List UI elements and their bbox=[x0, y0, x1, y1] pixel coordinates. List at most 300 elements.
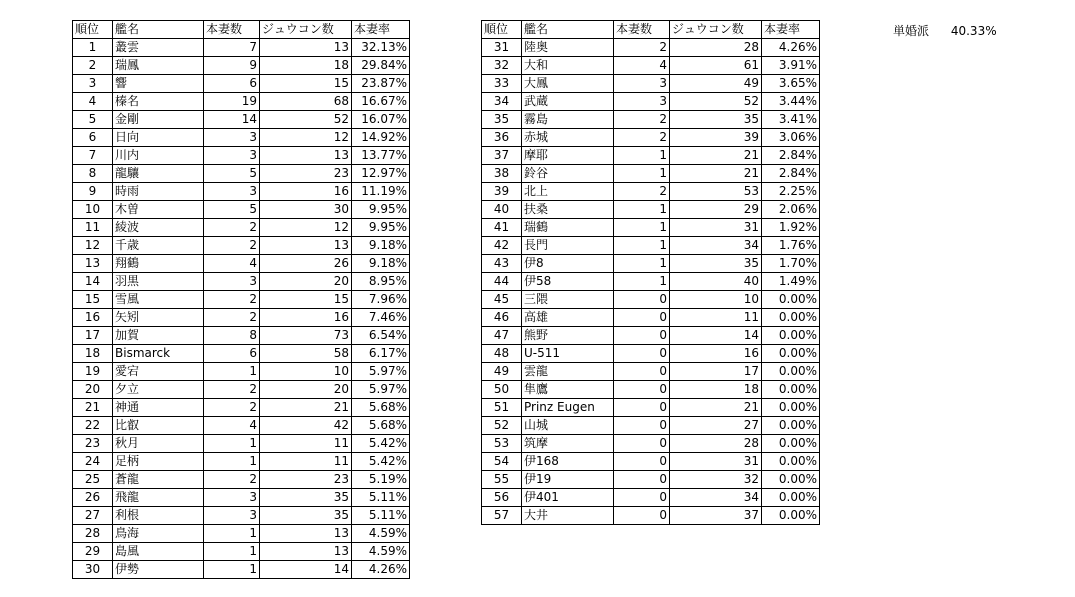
table-row bbox=[73, 111, 410, 129]
cell-main-wife-rate: 7.96% bbox=[352, 291, 410, 309]
cell-main-wife-rate: 3.65% bbox=[762, 75, 820, 93]
cell-rank: 12 bbox=[73, 237, 113, 255]
table-row bbox=[482, 453, 820, 471]
cell-main-wife-rate: 4.59% bbox=[352, 543, 410, 561]
cell-jukon-count: 12 bbox=[260, 129, 352, 147]
header-jukon-count: ジュウコン数 bbox=[260, 21, 352, 39]
cell-main-wife-count: 0 bbox=[614, 327, 670, 345]
cell-main-wife-rate: 1.49% bbox=[762, 273, 820, 291]
cell-jukon-count: 13 bbox=[260, 525, 352, 543]
cell-main-wife-count: 1 bbox=[204, 561, 260, 579]
cell-ship-name: 伊8 bbox=[522, 255, 614, 273]
cell-rank: 3 bbox=[73, 75, 113, 93]
cell-main-wife-rate: 4.26% bbox=[352, 561, 410, 579]
cell-rank: 2 bbox=[73, 57, 113, 75]
cell-ship-name: 翔鶴 bbox=[113, 255, 204, 273]
table-row bbox=[482, 165, 820, 183]
cell-ship-name: 伊19 bbox=[522, 471, 614, 489]
cell-ship-name: 龍驤 bbox=[113, 165, 204, 183]
cell-rank: 11 bbox=[73, 219, 113, 237]
header-jukon-count: ジュウコン数 bbox=[670, 21, 762, 39]
cell-ship-name: 響 bbox=[113, 75, 204, 93]
cell-main-wife-count: 2 bbox=[614, 129, 670, 147]
cell-jukon-count: 13 bbox=[260, 147, 352, 165]
cell-ship-name: 足柄 bbox=[113, 453, 204, 471]
cell-ship-name: 伊401 bbox=[522, 489, 614, 507]
cell-rank: 40 bbox=[482, 201, 522, 219]
cell-main-wife-count: 2 bbox=[204, 399, 260, 417]
cell-rank: 23 bbox=[73, 435, 113, 453]
cell-jukon-count: 11 bbox=[260, 453, 352, 471]
cell-main-wife-rate: 0.00% bbox=[762, 507, 820, 525]
cell-rank: 35 bbox=[482, 111, 522, 129]
cell-rank: 21 bbox=[73, 399, 113, 417]
cell-rank: 55 bbox=[482, 471, 522, 489]
cell-main-wife-count: 1 bbox=[614, 165, 670, 183]
cell-main-wife-count: 0 bbox=[614, 363, 670, 381]
cell-rank: 10 bbox=[73, 201, 113, 219]
cell-main-wife-rate: 3.44% bbox=[762, 93, 820, 111]
cell-ship-name: 三隈 bbox=[522, 291, 614, 309]
cell-main-wife-rate: 0.00% bbox=[762, 453, 820, 471]
cell-main-wife-count: 3 bbox=[614, 75, 670, 93]
cell-main-wife-rate: 5.11% bbox=[352, 507, 410, 525]
cell-rank: 5 bbox=[73, 111, 113, 129]
table-row bbox=[73, 471, 410, 489]
cell-jukon-count: 32 bbox=[670, 471, 762, 489]
cell-rank: 49 bbox=[482, 363, 522, 381]
table-row bbox=[482, 381, 820, 399]
cell-rank: 26 bbox=[73, 489, 113, 507]
cell-main-wife-rate: 23.87% bbox=[352, 75, 410, 93]
cell-main-wife-rate: 32.13% bbox=[352, 39, 410, 57]
cell-main-wife-count: 1 bbox=[614, 219, 670, 237]
cell-jukon-count: 27 bbox=[670, 417, 762, 435]
cell-main-wife-count: 5 bbox=[204, 201, 260, 219]
cell-ship-name: 島風 bbox=[113, 543, 204, 561]
cell-rank: 37 bbox=[482, 147, 522, 165]
cell-main-wife-rate: 3.41% bbox=[762, 111, 820, 129]
cell-rank: 30 bbox=[73, 561, 113, 579]
cell-main-wife-count: 3 bbox=[204, 489, 260, 507]
table-row bbox=[73, 399, 410, 417]
cell-main-wife-rate: 0.00% bbox=[762, 417, 820, 435]
cell-jukon-count: 61 bbox=[670, 57, 762, 75]
table-row bbox=[73, 183, 410, 201]
table-row bbox=[73, 417, 410, 435]
cell-ship-name: 武蔵 bbox=[522, 93, 614, 111]
cell-main-wife-count: 8 bbox=[204, 327, 260, 345]
cell-main-wife-rate: 6.54% bbox=[352, 327, 410, 345]
table-row bbox=[482, 273, 820, 291]
cell-jukon-count: 35 bbox=[670, 255, 762, 273]
header-main-wife-count: 本妻数 bbox=[204, 21, 260, 39]
cell-main-wife-count: 2 bbox=[614, 111, 670, 129]
table-row bbox=[73, 129, 410, 147]
cell-ship-name: 雪風 bbox=[113, 291, 204, 309]
cell-rank: 56 bbox=[482, 489, 522, 507]
cell-jukon-count: 21 bbox=[670, 399, 762, 417]
cell-jukon-count: 35 bbox=[260, 507, 352, 525]
table-row bbox=[482, 111, 820, 129]
cell-main-wife-rate: 0.00% bbox=[762, 291, 820, 309]
cell-ship-name: 熊野 bbox=[522, 327, 614, 345]
cell-rank: 39 bbox=[482, 183, 522, 201]
cell-main-wife-count: 3 bbox=[204, 507, 260, 525]
cell-jukon-count: 53 bbox=[670, 183, 762, 201]
cell-ship-name: 矢矧 bbox=[113, 309, 204, 327]
table-row bbox=[482, 39, 820, 57]
cell-main-wife-count: 2 bbox=[614, 39, 670, 57]
cell-main-wife-count: 0 bbox=[614, 399, 670, 417]
cell-rank: 54 bbox=[482, 453, 522, 471]
cell-ship-name: 時雨 bbox=[113, 183, 204, 201]
cell-ship-name: 日向 bbox=[113, 129, 204, 147]
header-main-wife-count: 本妻数 bbox=[614, 21, 670, 39]
table-row bbox=[73, 561, 410, 579]
cell-ship-name: 高雄 bbox=[522, 309, 614, 327]
cell-ship-name: 伊58 bbox=[522, 273, 614, 291]
cell-jukon-count: 23 bbox=[260, 471, 352, 489]
header-ship-name: 艦名 bbox=[113, 21, 204, 39]
cell-rank: 25 bbox=[73, 471, 113, 489]
cell-ship-name: 比叡 bbox=[113, 417, 204, 435]
cell-main-wife-count: 3 bbox=[204, 147, 260, 165]
ranking-table-left bbox=[72, 20, 410, 579]
cell-jukon-count: 52 bbox=[670, 93, 762, 111]
table-row bbox=[482, 327, 820, 345]
cell-ship-name: 北上 bbox=[522, 183, 614, 201]
cell-main-wife-rate: 1.92% bbox=[762, 219, 820, 237]
cell-rank: 45 bbox=[482, 291, 522, 309]
cell-jukon-count: 11 bbox=[260, 435, 352, 453]
cell-main-wife-rate: 0.00% bbox=[762, 345, 820, 363]
cell-main-wife-count: 1 bbox=[614, 273, 670, 291]
table-row bbox=[482, 237, 820, 255]
cell-jukon-count: 34 bbox=[670, 237, 762, 255]
cell-jukon-count: 30 bbox=[260, 201, 352, 219]
cell-ship-name: 夕立 bbox=[113, 381, 204, 399]
table-row bbox=[73, 543, 410, 561]
table-row bbox=[73, 57, 410, 75]
table-row bbox=[73, 165, 410, 183]
cell-ship-name: 愛宕 bbox=[113, 363, 204, 381]
cell-main-wife-count: 0 bbox=[614, 309, 670, 327]
table-row bbox=[73, 255, 410, 273]
table-row bbox=[73, 525, 410, 543]
cell-main-wife-count: 1 bbox=[614, 147, 670, 165]
cell-ship-name: 榛名 bbox=[113, 93, 204, 111]
table-row bbox=[482, 345, 820, 363]
cell-rank: 18 bbox=[73, 345, 113, 363]
summary bbox=[893, 22, 997, 39]
cell-main-wife-rate: 3.06% bbox=[762, 129, 820, 147]
cell-main-wife-rate: 9.18% bbox=[352, 237, 410, 255]
table-row bbox=[73, 327, 410, 345]
header-rank: 順位 bbox=[482, 21, 522, 39]
cell-main-wife-count: 6 bbox=[204, 75, 260, 93]
cell-rank: 52 bbox=[482, 417, 522, 435]
cell-main-wife-rate: 1.76% bbox=[762, 237, 820, 255]
cell-ship-name: 赤城 bbox=[522, 129, 614, 147]
cell-main-wife-rate: 7.46% bbox=[352, 309, 410, 327]
cell-ship-name: 叢雲 bbox=[113, 39, 204, 57]
table-row bbox=[73, 435, 410, 453]
cell-main-wife-count: 2 bbox=[204, 309, 260, 327]
cell-main-wife-rate: 6.17% bbox=[352, 345, 410, 363]
cell-ship-name: 大井 bbox=[522, 507, 614, 525]
cell-main-wife-count: 1 bbox=[204, 525, 260, 543]
cell-main-wife-rate: 16.67% bbox=[352, 93, 410, 111]
cell-main-wife-rate: 4.26% bbox=[762, 39, 820, 57]
cell-ship-name: Bismarck bbox=[113, 345, 204, 363]
header-row bbox=[73, 21, 410, 39]
cell-rank: 14 bbox=[73, 273, 113, 291]
cell-jukon-count: 26 bbox=[260, 255, 352, 273]
table-row bbox=[73, 201, 410, 219]
cell-jukon-count: 14 bbox=[260, 561, 352, 579]
cell-jukon-count: 29 bbox=[670, 201, 762, 219]
cell-main-wife-count: 0 bbox=[614, 489, 670, 507]
cell-rank: 9 bbox=[73, 183, 113, 201]
table-row bbox=[482, 129, 820, 147]
cell-main-wife-rate: 13.77% bbox=[352, 147, 410, 165]
cell-rank: 8 bbox=[73, 165, 113, 183]
table-row bbox=[73, 453, 410, 471]
cell-jukon-count: 13 bbox=[260, 237, 352, 255]
cell-ship-name: 大鳳 bbox=[522, 75, 614, 93]
cell-ship-name: 羽黒 bbox=[113, 273, 204, 291]
cell-jukon-count: 49 bbox=[670, 75, 762, 93]
cell-main-wife-count: 3 bbox=[614, 93, 670, 111]
cell-main-wife-rate: 5.68% bbox=[352, 417, 410, 435]
cell-main-wife-count: 4 bbox=[614, 57, 670, 75]
table-row bbox=[482, 435, 820, 453]
cell-rank: 46 bbox=[482, 309, 522, 327]
cell-main-wife-count: 0 bbox=[614, 507, 670, 525]
cell-main-wife-rate: 0.00% bbox=[762, 471, 820, 489]
cell-main-wife-rate: 0.00% bbox=[762, 327, 820, 345]
cell-rank: 50 bbox=[482, 381, 522, 399]
cell-jukon-count: 15 bbox=[260, 291, 352, 309]
cell-jukon-count: 23 bbox=[260, 165, 352, 183]
cell-main-wife-count: 4 bbox=[204, 417, 260, 435]
cell-jukon-count: 16 bbox=[670, 345, 762, 363]
cell-rank: 15 bbox=[73, 291, 113, 309]
cell-rank: 7 bbox=[73, 147, 113, 165]
cell-rank: 13 bbox=[73, 255, 113, 273]
table-row bbox=[482, 219, 820, 237]
cell-main-wife-rate: 3.91% bbox=[762, 57, 820, 75]
cell-main-wife-count: 2 bbox=[204, 291, 260, 309]
cell-main-wife-count: 9 bbox=[204, 57, 260, 75]
header-ship-name: 艦名 bbox=[522, 21, 614, 39]
cell-jukon-count: 20 bbox=[260, 273, 352, 291]
cell-main-wife-count: 2 bbox=[204, 471, 260, 489]
cell-main-wife-rate: 0.00% bbox=[762, 381, 820, 399]
cell-main-wife-rate: 2.25% bbox=[762, 183, 820, 201]
cell-jukon-count: 14 bbox=[670, 327, 762, 345]
cell-ship-name: 千歳 bbox=[113, 237, 204, 255]
cell-jukon-count: 21 bbox=[670, 165, 762, 183]
cell-main-wife-rate: 5.11% bbox=[352, 489, 410, 507]
table-row bbox=[482, 363, 820, 381]
cell-ship-name: 金剛 bbox=[113, 111, 204, 129]
cell-rank: 42 bbox=[482, 237, 522, 255]
cell-main-wife-count: 0 bbox=[614, 417, 670, 435]
cell-ship-name: 伊勢 bbox=[113, 561, 204, 579]
cell-rank: 24 bbox=[73, 453, 113, 471]
cell-main-wife-rate: 2.06% bbox=[762, 201, 820, 219]
cell-jukon-count: 18 bbox=[260, 57, 352, 75]
table-row bbox=[482, 147, 820, 165]
table-row bbox=[73, 345, 410, 363]
cell-ship-name: Prinz Eugen bbox=[522, 399, 614, 417]
table-row bbox=[73, 363, 410, 381]
cell-jukon-count: 18 bbox=[670, 381, 762, 399]
cell-main-wife-count: 14 bbox=[204, 111, 260, 129]
cell-rank: 4 bbox=[73, 93, 113, 111]
cell-main-wife-rate: 5.42% bbox=[352, 453, 410, 471]
cell-jukon-count: 42 bbox=[260, 417, 352, 435]
cell-main-wife-count: 4 bbox=[204, 255, 260, 273]
cell-main-wife-rate: 2.84% bbox=[762, 165, 820, 183]
cell-rank: 28 bbox=[73, 525, 113, 543]
table-row bbox=[482, 399, 820, 417]
cell-jukon-count: 13 bbox=[260, 39, 352, 57]
cell-rank: 43 bbox=[482, 255, 522, 273]
table-row bbox=[73, 75, 410, 93]
cell-main-wife-rate: 5.97% bbox=[352, 381, 410, 399]
cell-ship-name: 飛龍 bbox=[113, 489, 204, 507]
table-row bbox=[482, 507, 820, 525]
cell-main-wife-rate: 1.70% bbox=[762, 255, 820, 273]
table-row bbox=[482, 309, 820, 327]
cell-ship-name: 伊168 bbox=[522, 453, 614, 471]
cell-jukon-count: 58 bbox=[260, 345, 352, 363]
table-row bbox=[482, 489, 820, 507]
cell-jukon-count: 31 bbox=[670, 453, 762, 471]
cell-main-wife-count: 1 bbox=[614, 201, 670, 219]
cell-main-wife-count: 0 bbox=[614, 435, 670, 453]
cell-main-wife-count: 0 bbox=[614, 345, 670, 363]
cell-rank: 17 bbox=[73, 327, 113, 345]
cell-main-wife-count: 2 bbox=[614, 183, 670, 201]
table-row bbox=[482, 255, 820, 273]
cell-main-wife-rate: 0.00% bbox=[762, 309, 820, 327]
table-row bbox=[73, 291, 410, 309]
cell-main-wife-count: 1 bbox=[614, 237, 670, 255]
cell-main-wife-rate: 0.00% bbox=[762, 399, 820, 417]
table-row bbox=[73, 39, 410, 57]
cell-jukon-count: 11 bbox=[670, 309, 762, 327]
cell-jukon-count: 39 bbox=[670, 129, 762, 147]
cell-main-wife-rate: 5.97% bbox=[352, 363, 410, 381]
cell-ship-name: 陸奥 bbox=[522, 39, 614, 57]
cell-main-wife-rate: 9.18% bbox=[352, 255, 410, 273]
cell-main-wife-rate: 0.00% bbox=[762, 489, 820, 507]
cell-ship-name: 秋月 bbox=[113, 435, 204, 453]
ranking-table-right bbox=[481, 20, 820, 525]
cell-rank: 53 bbox=[482, 435, 522, 453]
cell-rank: 31 bbox=[482, 39, 522, 57]
cell-jukon-count: 15 bbox=[260, 75, 352, 93]
cell-main-wife-count: 19 bbox=[204, 93, 260, 111]
table-row bbox=[73, 489, 410, 507]
cell-jukon-count: 21 bbox=[670, 147, 762, 165]
cell-jukon-count: 40 bbox=[670, 273, 762, 291]
table-body-right bbox=[482, 21, 820, 525]
table-row bbox=[482, 75, 820, 93]
table-row bbox=[73, 507, 410, 525]
cell-main-wife-count: 1 bbox=[204, 363, 260, 381]
header-main-wife-rate: 本妻率 bbox=[762, 21, 820, 39]
cell-ship-name: 鳥海 bbox=[113, 525, 204, 543]
cell-jukon-count: 16 bbox=[260, 183, 352, 201]
cell-main-wife-count: 1 bbox=[614, 255, 670, 273]
cell-rank: 1 bbox=[73, 39, 113, 57]
cell-jukon-count: 12 bbox=[260, 219, 352, 237]
cell-main-wife-count: 2 bbox=[204, 219, 260, 237]
cell-jukon-count: 16 bbox=[260, 309, 352, 327]
cell-rank: 22 bbox=[73, 417, 113, 435]
cell-jukon-count: 13 bbox=[260, 543, 352, 561]
cell-ship-name: 長門 bbox=[522, 237, 614, 255]
cell-ship-name: 神通 bbox=[113, 399, 204, 417]
cell-ship-name: 霧島 bbox=[522, 111, 614, 129]
header-row bbox=[482, 21, 820, 39]
table-row bbox=[482, 93, 820, 111]
cell-main-wife-count: 0 bbox=[614, 291, 670, 309]
cell-rank: 47 bbox=[482, 327, 522, 345]
cell-ship-name: 鈴谷 bbox=[522, 165, 614, 183]
table-row bbox=[73, 237, 410, 255]
cell-rank: 20 bbox=[73, 381, 113, 399]
table-row bbox=[482, 417, 820, 435]
cell-ship-name: 蒼龍 bbox=[113, 471, 204, 489]
cell-ship-name: 利根 bbox=[113, 507, 204, 525]
cell-rank: 33 bbox=[482, 75, 522, 93]
cell-rank: 19 bbox=[73, 363, 113, 381]
cell-jukon-count: 28 bbox=[670, 39, 762, 57]
cell-rank: 29 bbox=[73, 543, 113, 561]
cell-main-wife-count: 6 bbox=[204, 345, 260, 363]
cell-jukon-count: 35 bbox=[670, 111, 762, 129]
cell-main-wife-count: 0 bbox=[614, 381, 670, 399]
cell-rank: 16 bbox=[73, 309, 113, 327]
cell-main-wife-rate: 0.00% bbox=[762, 363, 820, 381]
cell-jukon-count: 35 bbox=[260, 489, 352, 507]
cell-jukon-count: 34 bbox=[670, 489, 762, 507]
cell-ship-name: 瑞鳳 bbox=[113, 57, 204, 75]
table-body-left bbox=[73, 21, 410, 579]
cell-main-wife-count: 0 bbox=[614, 453, 670, 471]
table-row bbox=[482, 201, 820, 219]
cell-ship-name: 加賀 bbox=[113, 327, 204, 345]
cell-jukon-count: 28 bbox=[670, 435, 762, 453]
cell-main-wife-count: 1 bbox=[204, 435, 260, 453]
cell-main-wife-count: 5 bbox=[204, 165, 260, 183]
table-row bbox=[73, 381, 410, 399]
cell-ship-name: 雲龍 bbox=[522, 363, 614, 381]
cell-jukon-count: 10 bbox=[670, 291, 762, 309]
cell-main-wife-count: 3 bbox=[204, 273, 260, 291]
cell-ship-name: 扶桑 bbox=[522, 201, 614, 219]
cell-ship-name: 大和 bbox=[522, 57, 614, 75]
cell-main-wife-rate: 12.97% bbox=[352, 165, 410, 183]
header-main-wife-rate: 本妻率 bbox=[352, 21, 410, 39]
cell-main-wife-rate: 4.59% bbox=[352, 525, 410, 543]
